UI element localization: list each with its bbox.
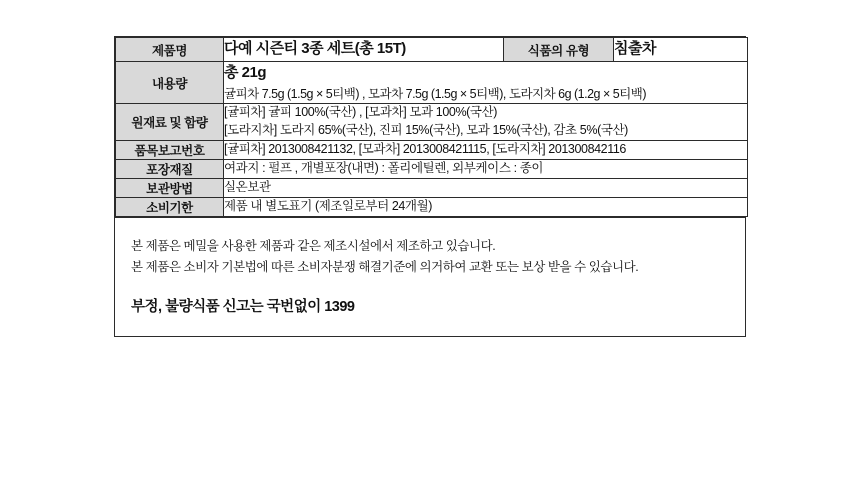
row-value-expiration-date: 제품 내 별도표기 (제조일로부터 24개월)	[224, 197, 748, 216]
row-value-product-name	[224, 38, 504, 62]
row-header-expiration-date: 소비기한	[116, 197, 224, 216]
net-weight-total: 총 21g	[224, 64, 267, 82]
row-header-storage-method: 보관방법	[116, 178, 224, 197]
consumer-dispute-notice-line: 본 제품은 소비자 기본법에 따른 소비자분쟁 해결기준에 의거하여 교환 또는 보상 받을 수 있습니다.	[131, 260, 639, 275]
food-report-hotline-line: 부정, 불량식품 신고는 국번없이 1399	[131, 298, 355, 315]
food-type-text: 침출차	[614, 40, 656, 57]
row-value-net-weight	[224, 62, 748, 104]
table-row	[116, 159, 748, 178]
table-row	[116, 38, 748, 62]
table-row	[116, 178, 748, 197]
product-information-label	[114, 36, 746, 337]
net-weight-breakdown: 귤피차 7.5g (1.5g × 5티백) , 모과차 7.5g (1.5g × 5티백), 도라지차 6g (1.2g × 5티백)	[224, 86, 647, 101]
allergy-notice-line: 본 제품은 메밀을 사용한 제품과 같은 제조시설에서 제조하고 있습니다.	[131, 238, 496, 253]
row-value-report-number: [귤피차] 2013008421132, [모과차] 2013008421115, [도라지차] 201300842116	[224, 140, 748, 159]
product-spec-table	[115, 37, 748, 217]
row-header-product-name: 제품명	[116, 38, 224, 62]
row-value-packaging-material: 여과지 : 펄프 , 개별포장(내면) : 폴리에틸렌, 외부케이스 : 종이	[224, 159, 748, 178]
table-row	[116, 62, 748, 104]
table-row	[116, 140, 748, 159]
product-name-text: 다예 시즌티 3종 세트(총 15T)	[224, 40, 406, 57]
row-value-storage-method: 실온보관	[224, 178, 748, 197]
row-header-report-number: 품목보고번호	[116, 140, 224, 159]
label-notes-section	[115, 217, 745, 336]
row-header-ingredients: 원재료 및 함량	[116, 104, 224, 141]
ingredients-line-2: [도라지차] 도라지 65%(국산), 진피 15%(국산), 모과 15%(국산), 감초 5%(국산)	[224, 123, 628, 138]
row-value-ingredients	[224, 104, 748, 141]
row-header-packaging-material: 포장재질	[116, 159, 224, 178]
row-header-food-type: 식품의 유형	[504, 38, 614, 62]
row-header-net-weight: 내용량	[116, 62, 224, 104]
row-value-food-type	[614, 38, 748, 62]
ingredients-line-1: [귤피차] 귤피 100%(국산) , [모과차] 모과 100%(국산)	[224, 105, 498, 120]
table-row	[116, 104, 748, 141]
table-row	[116, 197, 748, 216]
